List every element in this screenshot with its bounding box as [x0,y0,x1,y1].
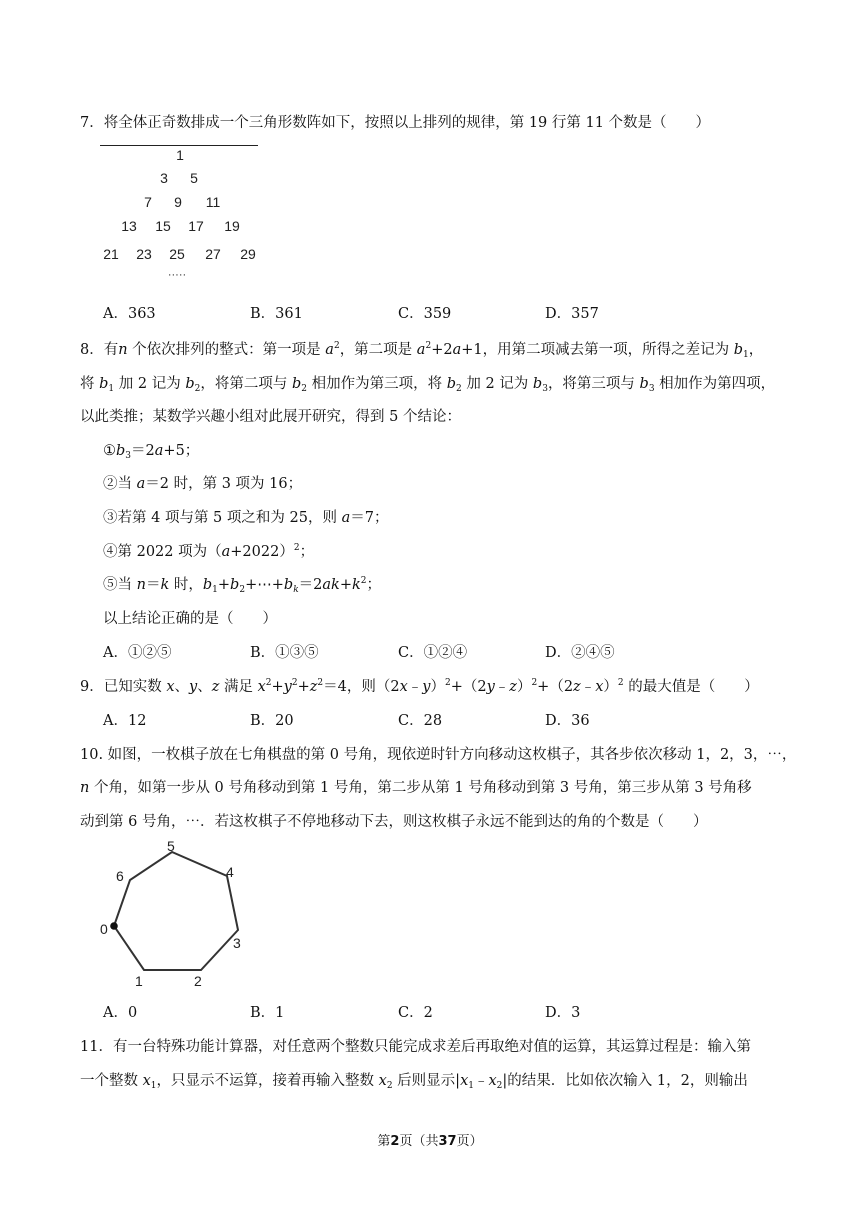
q10-option-a[interactable]: A．0 [103,1005,138,1021]
q10-line-1: 10. 如图，一枚棋子放在七角棋盘的第 0 号角，现依逆时针方向移动这枚棋子，其各步依次移动 1，2，3，⋯， [80,747,797,763]
triangle-number: 29 [240,246,256,262]
triangle-number: 19 [224,218,240,234]
q8-option-c[interactable]: C．①②④ [398,645,468,661]
q10-line-3: 动到第 6 号角，⋯．若这枚棋子不停地移动下去，则这枚棋子永远不能到达的角的个数是（ ） [80,814,708,830]
q9-option-c[interactable]: C．28 [398,713,443,729]
heptagon-board-figure [96,836,266,992]
triangle-number: 23 [136,246,152,262]
q8-conclusion-2: ②当 a＝2 时，第 3 项为 16； [103,476,303,492]
q8-line-1: 8．有n 个依次排列的整式：第一项是 $a^2$，第二项是 $a^2+2a+1$，用第二项减去第一项，所得之差记为 $b_1$， [80,341,764,360]
q8-conclusion-4: ④第 2022 项为$(a+2022)^2$； [103,543,315,560]
triangle-ellipsis: ····· [167,269,187,281]
vertex-label: 2 [194,973,202,989]
triangle-number: 9 [174,194,182,210]
chess-piece-dot [110,922,118,930]
q10-option-b[interactable]: B．1 [250,1005,285,1021]
triangle-number: 25 [169,246,185,262]
total-page-count: 37 [438,1134,457,1149]
q11-line-2: 一个整数 $x_1$，只显示不运算，接着再输入整数 $x_2$ 后则显示$|x_1﹣x_2|$的结果．比如依次输入 1，2，则输出 [80,1073,748,1091]
triangle-number: 11 [205,194,221,210]
q8-line-2: 将 $b_1$ 加 2 记为 $b_2$，将第二项与 $b_2$ 相加作为第三项，将 $b_2$ 加 2 记为 $b_3$，将第三项与 $b_3$ 相加作为第四项， [80,376,776,394]
triangle-number: 3 [160,170,168,186]
triangle-number: 27 [205,246,221,262]
triangle-number: 1 [176,147,184,163]
q8-option-b[interactable]: B．①③⑤ [250,645,319,661]
figure-top-rule [100,145,258,146]
q9-stem: 9．已知实数 x、y、z 满足 $x^2+y^2+z^2=4$，则（2x﹣y）$^2$+（2y﹣z）$^2$+（2z﹣x）$^2$ 的最大值是（ ） [80,678,759,695]
q8-option-a[interactable]: A．①②⑤ [103,645,172,661]
q9-option-d[interactable]: D．36 [545,713,590,729]
vertex-label: 3 [233,935,241,951]
page-footer: 第2页（共37页） [377,1134,483,1149]
q7-stem: 7．将全体正奇数排成一个三角形数阵如下，按照以上排列的规律，第 19 行第 11 个数是（ ） [80,115,711,131]
triangle-number: 7 [144,194,152,210]
q7-option-d[interactable]: D．357 [545,306,599,322]
vertex-label: 5 [167,838,175,854]
vertex-label: 0 [100,921,108,937]
q8-conclusion-5: ⑤当 n＝k 时，$b_1+b_2+\cdots+b_k=2ak+k^2$； [103,576,382,595]
triangle-number: 15 [155,218,171,234]
vertex-label: 6 [116,868,124,884]
q8-conclusion-1: $①b_3=2a+5$； [103,443,200,461]
q7-option-b[interactable]: B．361 [250,306,303,322]
heptagon-outline [114,852,238,970]
q10-line-2: n 个角，如第一步从 0 号角移动到第 1 号角，第二步从第 1 号角移动到第 3 号角，第三步从第 3 号角移 [80,780,752,796]
q7-option-a[interactable]: A．363 [103,306,156,322]
q10-option-c[interactable]: C．2 [398,1005,433,1021]
odd-number-triangle-figure [98,145,260,285]
vertex-label: 1 [135,973,143,989]
triangle-number: 21 [103,246,119,262]
q7-option-c[interactable]: C．359 [398,306,452,322]
triangle-number: 5 [190,170,198,186]
q9-option-a[interactable]: A．12 [103,713,147,729]
current-page-number: 2 [390,1134,400,1149]
q8-question: 以上结论正确的是（ ） [103,611,277,627]
q11-line-1: 11．有一台特殊功能计算器，对任意两个整数只能完成求差后再取绝对值的运算，其运算过程是：输入第 [80,1039,751,1055]
vertex-label: 4 [226,864,234,880]
q9-option-b[interactable]: B．20 [250,713,294,729]
q8-conclusion-3: ③若第 4 项与第 5 项之和为 25，则 a＝7； [103,510,389,526]
triangle-number: 17 [188,218,204,234]
q8-option-d[interactable]: D．②④⑤ [545,645,615,661]
q10-option-d[interactable]: D．3 [545,1005,581,1021]
triangle-number: 13 [121,218,137,234]
q8-line-3: 以此类推；某数学兴趣小组对此展开研究，得到 5 个结论： [80,409,461,425]
